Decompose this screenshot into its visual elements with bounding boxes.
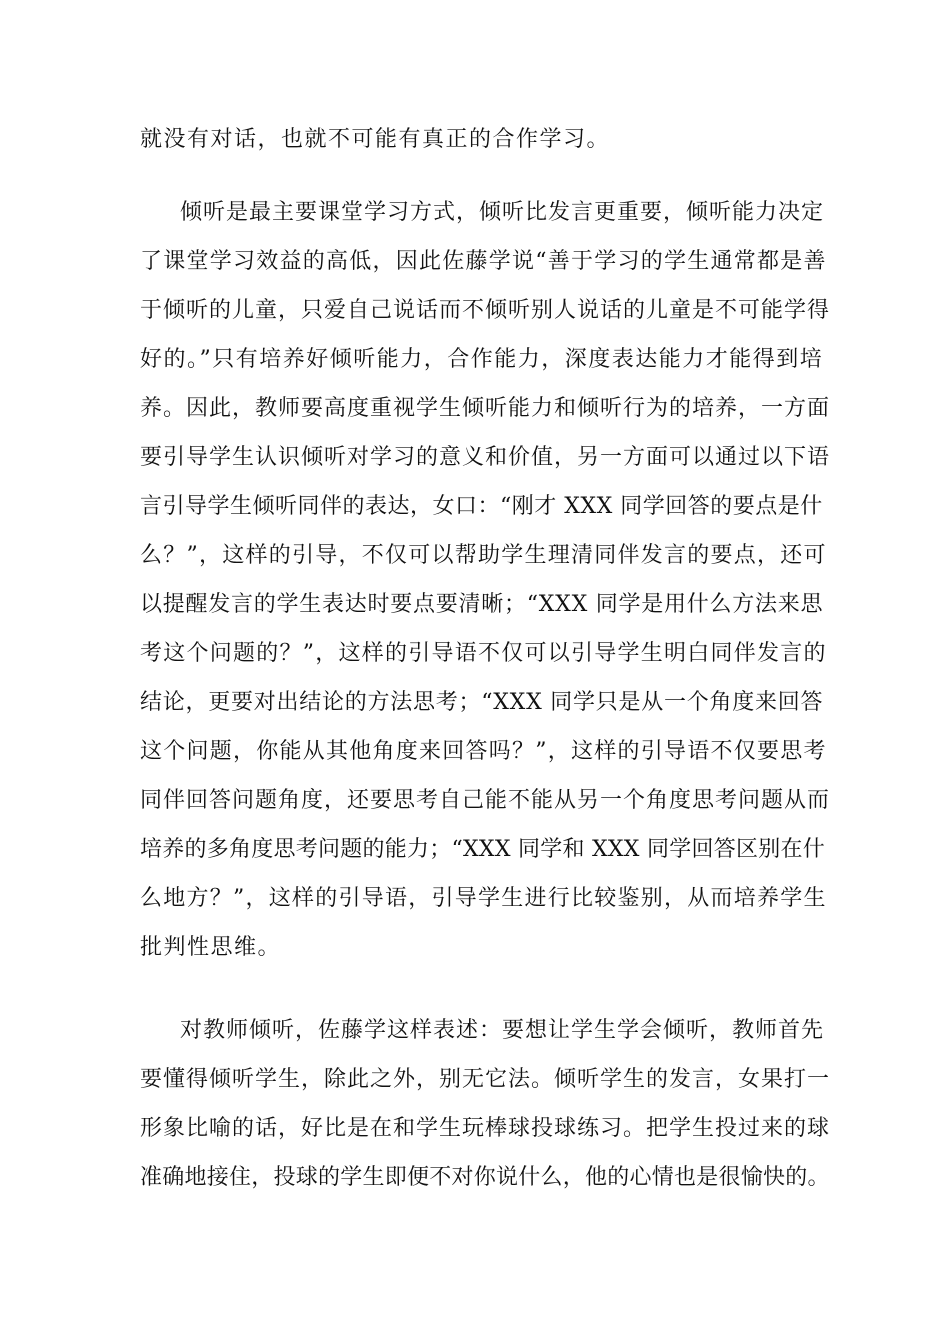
paragraph-1-line-1: 就没有对话，也就不可能有真正的合作学习。 xyxy=(140,127,611,152)
paragraph-2-line-7: 言引导学生倾听同伴的表达，女口：“刚才 XXX 同学回答的要点是什 xyxy=(140,494,823,519)
paragraph-2-line-9: 以提醒发言的学生表达时要点要清晰；“XXX 同学是用什么方法来思 xyxy=(140,592,824,617)
paragraph-3-line-3: 形象比喻的话，好比是在和学生玩棒球投球练习。把学生投过来的球 xyxy=(140,1116,831,1141)
paragraph-2-line-11: 结论，更要对出结论的方法思考；“XXX 同学只是从一个角度来回答 xyxy=(140,690,824,715)
paragraph-2-line-1: 倾听是最主要课堂学习方式，倾听比发言更重要，倾听能力决定 xyxy=(180,200,825,225)
paragraph-2-line-6: 要引导学生认识倾听对学习的意义和价值，另一方面可以通过以下语 xyxy=(140,445,831,470)
paragraph-2-line-14: 培养的多角度思考问题的能力；“XXX 同学和 XXX 同学回答区别在什 xyxy=(140,837,825,862)
paragraph-2-line-15: 么地方？”，这样的引导语，引导学生进行比较鉴别，从而培养学生 xyxy=(140,886,827,911)
paragraph-3-line-4: 准确地接住，投球的学生即便不对你说什么，他的心情也是很愉快的。 xyxy=(140,1165,830,1190)
paragraph-2-line-5: 养。因此，教师要高度重视学生倾听能力和倾听行为的培养，一方面 xyxy=(140,396,831,421)
paragraph-3-line-1: 对教师倾听，佐藤学这样表述：要想让学生学会倾听，教师首先 xyxy=(180,1018,825,1043)
paragraph-2-line-10: 考这个问题的？”，这样的引导语不仅可以引导学生明白同伴发言的 xyxy=(140,641,827,666)
paragraph-2-line-2: 了课堂学习效益的高低，因此佐藤学说“善于学习的学生通常都是善 xyxy=(140,249,827,274)
paragraph-2-line-13: 同伴回答问题角度，还要思考自己能不能从另一个角度思考问题从而 xyxy=(140,788,831,813)
paragraph-2-line-4: 好的。”只有培养好倾听能力，合作能力，深度表达能力才能得到培 xyxy=(140,347,824,372)
paragraph-2-line-3: 于倾听的儿童，只爱自己说话而不倾听别人说话的儿童是不可能学得 xyxy=(140,298,831,323)
paragraph-2-line-16: 批判性思维。 xyxy=(140,935,282,960)
paragraph-3-line-2: 要懂得倾听学生，除此之外，别无它法。倾听学生的发言，女果打一 xyxy=(140,1067,831,1092)
paragraph-2-line-12: 这个问题，你能从其他角度来回答吗？”，这样的引导语不仅要思考 xyxy=(140,739,827,764)
paragraph-2-line-8: 么？”，这样的引导，不仅可以帮助学生理清同伴发言的要点，还可 xyxy=(140,543,827,568)
